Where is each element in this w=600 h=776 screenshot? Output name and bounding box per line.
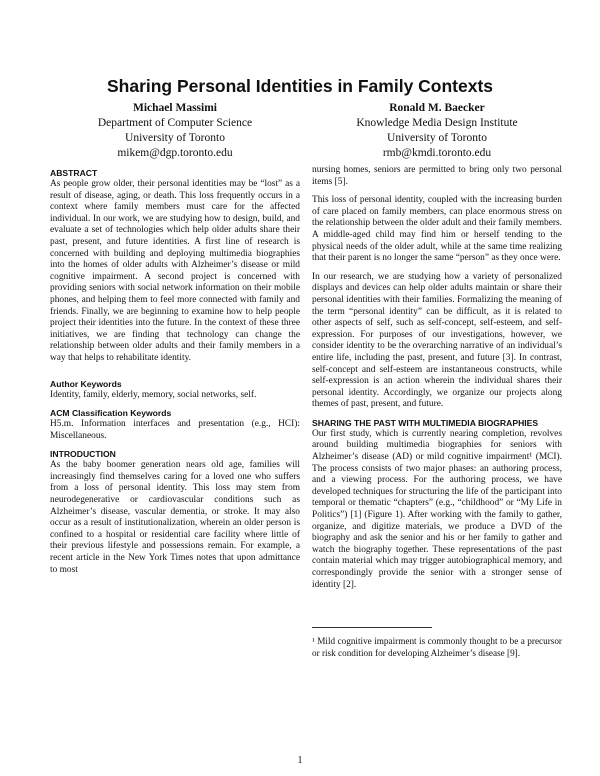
- right-paragraph-4: Our first study, which is currently nearing completion, revolves around building multimedia biographies for seniors with Alzheimer’s disease (AD) or mild cognitive impairment¹ (MCI). The process consists of two major phases: an authoring process, and a viewing process. For the authoring process, we have developed techniques for structuring the life of the participant into temporal or thematic “chapters” (e.g., “childhood” or “My Life in Politics”) [1] (Figure 1). After working with the family to gather, organize, and digitize materials, we produce a DVD of the biography and ask the senior and his or her family to gather and watch the biography together. These representations of the past contain material which may trigger autobiographical memory, and correspondingly provide the senior with a stronger sense of identity [2].: [312, 428, 562, 590]
- classification-text: H5.m. Information interfaces and presentation (e.g., HCI): Miscellaneous.: [50, 419, 300, 441]
- paper-title: Sharing Personal Identities in Family Contexts: [106, 76, 494, 96]
- author-name: Ronald M. Baecker: [389, 102, 485, 114]
- author-email: rmb@kmdi.toronto.edu: [382, 147, 492, 159]
- keywords-heading: Author Keywords: [50, 378, 122, 389]
- right-paragraph-2: This loss of personal identity, coupled with the increasing burden of care placed on family members, can place enormous stress on the relationship between the older adult and their family members. A middle-aged child may find him or herself tending to the physical needs of the older adult, while at the same time realizing that their parent is no longer the same “person” as they once were.: [312, 195, 562, 264]
- abstract-heading: ABSTRACT: [50, 168, 98, 178]
- keywords-text: Identity, family, elderly, memory, social networks, self.: [50, 389, 257, 400]
- author-email: mikem@dgp.toronto.edu: [117, 147, 233, 159]
- abstract-text: As people grow older, their personal identities may be “lost” as a result of disease, aging, or death. This loss frequently occurs in a context where family members must care for the affected individual. In our work, we are studying how to design, build, and evaluate a set of technologies which help older adults share their past, present, and future identities. A first line of research is concerned with building and deploying multimedia biographies into the homes of older adults with Alzheimer’s disease or mild cognitive impairment. A second project is concerned with providing seniors with social network information on their mobile phones, and helping them to feel more connected with family and friends. Finally, we are beginning to examine how to help people project their identities into the future. In the context of these three initiatives, we are finding that technology can change the relationship between older adults and their family members in a way that helps to rehabilitate identity.: [50, 179, 300, 363]
- author-department: Department of Computer Science: [97, 117, 253, 129]
- left-column: [50, 168, 300, 583]
- introduction-heading: INTRODUCTION: [50, 449, 116, 460]
- author-name: Michael Massimi: [133, 102, 217, 114]
- sharing-past-heading: SHARING THE PAST WITH MULTIMEDIA BIOGRAPHIES: [312, 417, 539, 428]
- author-block-1: [50, 101, 300, 161]
- author-department: Knowledge Media Design Institute: [356, 117, 518, 129]
- author-organization: University of Toronto: [125, 132, 225, 144]
- right-column: [312, 165, 562, 666]
- author-organization: University of Toronto: [387, 132, 487, 144]
- footnote: ¹ Mild cognitive impairment is commonly thought to be a precursor or risk condition for developing Alzheimer’s disease [9].: [312, 636, 562, 658]
- introduction-text: As the baby boomer generation nears old age, families will increasingly find themselves caring for a loved one who suffers from a loss of personal identity. This loss may stem from neurodegenerative or cardiovascular conditions such as Alzheimer’s disease, vascular dementia, or stroke. It may also occur as a result of institutionalization, wherein an older person is confined to a hospital or residential care facility where little of their previous lifestyle and possessions remain. For example, a recent article in the New York Times notes that upon admittance to most: [50, 460, 300, 575]
- right-paragraph-1: nursing homes, seniors are permitted to bring only two personal items [5].: [312, 165, 562, 187]
- page-number: 1: [297, 755, 303, 766]
- right-paragraph-3: In our research, we are studying how a variety of personalized displays and devices can help older adults maintain or share their personal identities with their families. Formalizing the meaning of the term “personal identity” can be difficult, as it is related to other aspects of self, such as self-concept, self-esteem, and self-expression. For purposes of our investigations, however, we consider identity to be the overarching narrative of an individual’s entire life, including the past, present, and future [3]. In contrast, self-concept and self-esteem are instantaneous constructs, while self-expression is an action wherein the individual shares their personal identity. Accordingly, we organize our projects along themes of past, present, and future.: [312, 271, 562, 410]
- classification-heading: ACM Classification Keywords: [50, 408, 172, 419]
- footnote-rule: [312, 627, 432, 628]
- author-block-2: [312, 101, 562, 161]
